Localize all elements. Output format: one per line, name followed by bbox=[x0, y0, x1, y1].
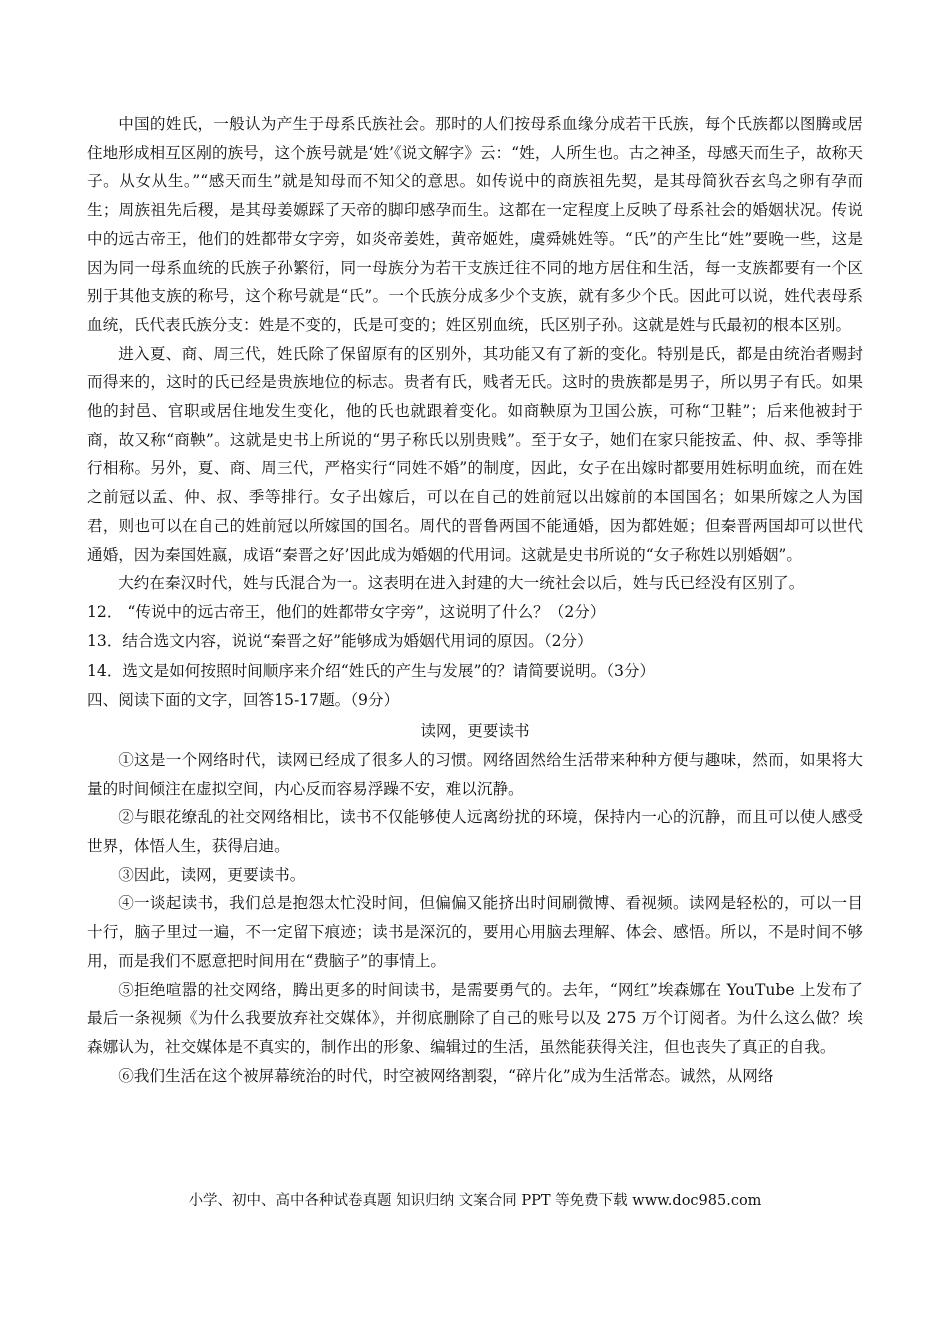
article-paragraph-4: ④一谈起读书，我们总是抱怨太忙没时间，但偏偏又能挤出时间刷微博、看视频。读网是轻松的，可以一目十行，脑子里过一遍，不一定留下痕迹；读书是深沉的，要用心用脑去理解、体会、感悟。所以，不是时间不够用，而是我们不愿意把时间用在“费脑子”的事情上。 bbox=[87, 894, 863, 970]
question-12: 12． “传说中的远古帝王，他们的姓都带女字旁”，这说明了什么？（2分） bbox=[87, 602, 606, 621]
passage1-paragraph-3: 大约在秦汉时代，姓与氏混合为一。这表明在进入封建的大一统社会以后，姓与氏已经没有区别了。 bbox=[118, 574, 805, 593]
page-footer: 小学、初中、高中各种试卷真题 知识归纳 文案合同 PPT 等免费下载 www.doc985.com bbox=[188, 1193, 762, 1209]
article-paragraph-6: ⑥我们生活在这个被屏幕统治的时代，时空被网络割裂，“碎片化”成为生活常态。诚然，从网络 bbox=[118, 1066, 774, 1085]
article-paragraph-1: ①这是一个网络时代，读网已经成了很多人的习惯。网络固然给生活带来种种方便与趣味，然而，如果将大量的时间倾注在虚拟空间，内心反而容易浮躁不安，难以沉静。 bbox=[87, 750, 863, 798]
passage1-paragraph-1: 中国的姓氏，一般认为产生于母系氏族社会。那时的人们按母系血缘分成若干氏族，每个氏族都以图腾或居住地形成相互区剐的族号，这个族号就是‘姓’《说文解字》云：“姓，人所生也。古之神圣，母感天而生子，故称天子。从女从生。”“感天而生”就是知母而不知父的意思。如传说中的商族祖先契，是其母简狄吞玄鸟之卵有孕而生；周族祖先后稷，是其母姜嫄踩了天帝的脚印感孕而生。这都在一定程度上反映了母系社会的婚姻状况。传说中的远古帝王，他们的姓都带女字旁，如炎帝姜姓，黄帝姬姓，虞舜姚姓等。“氏”的产生比“姓”要晚一些，这是因为同一母系血统的氏族子孙繁衍，同一母族分为若干支族迁往不同的地方居住和生活，每一支族都要有一个区别于其他支族的称号，这个称号就是“氏”。一个氏族分成多少个支族，就有多少个氏。因此可以说，姓代表母系血统，氏代表氏族分支：姓是不变的，氏是可变的；姓区别血统，氏区别子孙。这就是姓与氏最初的根本区别。 bbox=[87, 115, 863, 334]
question-13: 13．结合选文内容，说说“秦晋之好”能够成为婚姻代用词的原因。（2分） bbox=[87, 632, 593, 651]
question-14: 14．选文是如何按照时间顺序来介绍“姓氏的产生与发展”的？请简要说明。（3分） bbox=[87, 661, 656, 680]
passage1-paragraph-2: 进入夏、商、周三代，姓氏除了保留原有的区别外，其功能又有了新的变化。特别是氏，都是由统治者赐封而得来的，这时的氏已经是贵族地位的标志。贵者有氏，贱者无氏。这时的贵族都是男子，所以男子有氏。如果他的封邑、官职或居住地发生变化，他的氏也就跟着变化。如商鞅原为卫国公族，可称“卫鞋”；后来他被封于商，故又称“商鞅”。这就是史书上所说的“男子称氏以别贵贱”。至于女子，她们在家只能按孟、仲、叔、季等排行相称。另外，夏、商、周三代，严格实行“同姓不婚”的制度，因此，女子在出嫁时都要用姓标明血统，而在姓之前冠以孟、仲、叔、季等排行。女子出嫁后，可以在自己的姓前冠以出嫁前的本国国名；如果所嫁之人为国君，则也可以在自己的姓前冠以所嫁国的国名。周代的晋鲁两国不能通婚，因为都姓姬；但秦晋两国却可以世代通婚，因为秦国姓嬴，成语“秦晋之好’因此成为婚姻的代用词。这就是史书所说的“女子称姓以别婚姻”。 bbox=[87, 344, 863, 564]
document-body bbox=[87, 110, 863, 1090]
article-title: 读网，更要读书 bbox=[420, 721, 530, 740]
article-paragraph-5: ⑤拒绝喧嚣的社交网络，腾出更多的时间读书，是需要勇气的。去年，“网红”埃森娜在 YouTube 上发布了最后一条视频《为什么我要放弃社交媒体》，并彻底删除了自己的账号以及 275 万个订阅者。为什么这么做？埃森娜认为，社交媒体是不真实的，制作出的形象、编辑过的生活，虽然能获得关注，但也丧失了真正的自我。 bbox=[87, 980, 863, 1056]
section-4-heading: 四、阅读下面的文字，回答15-17题。（9分） bbox=[87, 691, 400, 710]
article-paragraph-2: ②与眼花缭乱的社交网络相比，读书不仅能够使人远离纷扰的环境，保持内一心的沉静，而且可以使人感受世界，体悟人生，获得启迪。 bbox=[87, 808, 863, 856]
article-paragraph-3: ③因此，读网，更要读书。 bbox=[118, 865, 306, 884]
